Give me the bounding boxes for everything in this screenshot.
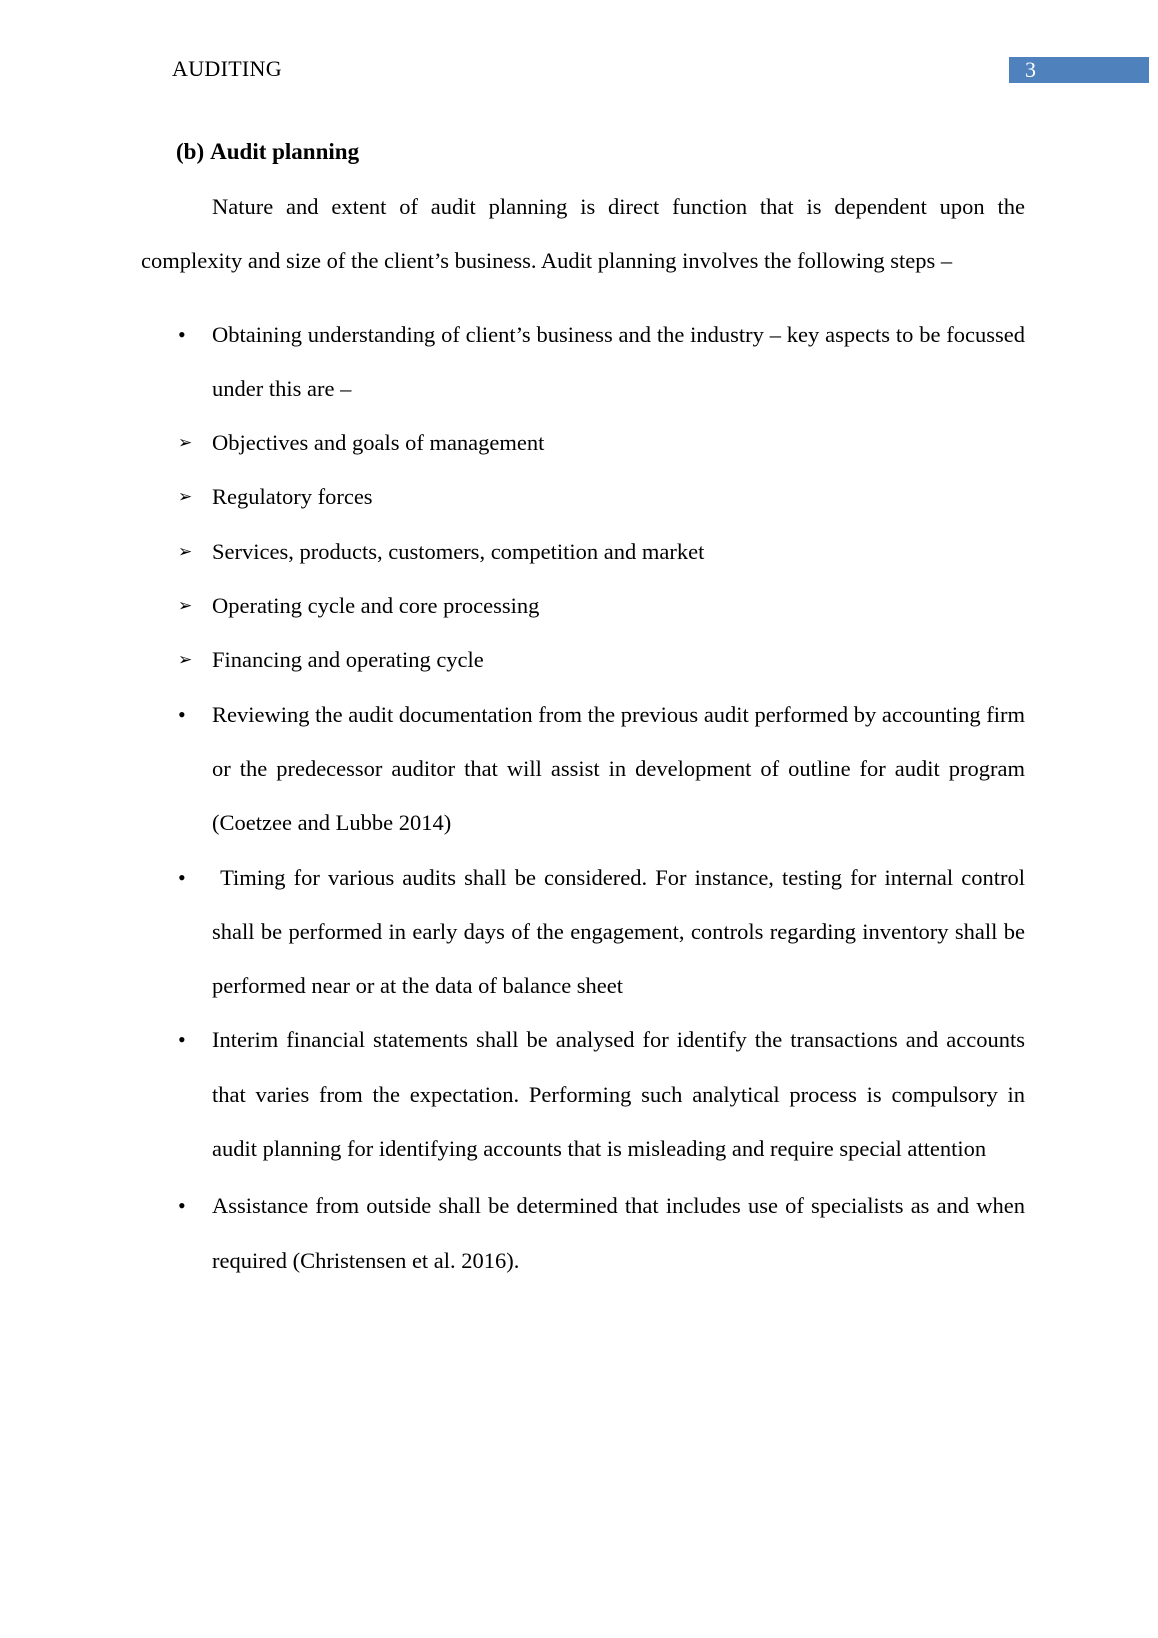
list-item-text: Reviewing the audit documentation from the previous audit performed by accounting firm or the predecessor auditor that will assist in development of outline for audit program (Coetzee and Lubbe 2014) — [212, 701, 1025, 836]
list-item-text: Interim financial statements shall be analysed for identify the transactions and accounts that varies from the expectation. Performing such analytical process is compulsory in audit planning for identifying accounts that is misleading and require special attention — [212, 1027, 1025, 1162]
list-item — [141, 416, 1025, 470]
list-item-text: Objectives and goals of management — [212, 430, 545, 456]
list-item — [141, 470, 1025, 524]
section-heading — [176, 139, 359, 165]
arrow-bullet-icon: ➢ — [178, 487, 193, 508]
list-item-text: Financing and operating cycle — [212, 647, 484, 673]
arrow-bullet-icon: ➢ — [178, 433, 193, 454]
list-item-text: Assistance from outside shall be determined that includes use of specialists as and when required (Christensen et al. 2016). — [212, 1193, 1025, 1273]
intro-paragraph: Nature and extent of audit planning is direct function that is dependent upon the complexity and size of the client’s business. Audit planning involves the following steps – — [141, 194, 1025, 274]
list-item — [141, 633, 1025, 687]
page-number-badge — [1009, 57, 1149, 83]
bullet-dot-icon: • — [178, 321, 186, 347]
section-label: (b) — [176, 139, 205, 164]
list-item — [141, 525, 1025, 579]
list-item — [141, 579, 1025, 633]
list-item — [141, 1013, 1025, 1176]
list-item — [141, 1179, 1025, 1288]
bullet-dot-icon: • — [178, 1193, 186, 1219]
running-header-title: AUDITING — [172, 56, 282, 81]
list-item — [141, 688, 1025, 851]
list-item-text: Services, products, customers, competition and market — [212, 538, 705, 564]
arrow-bullet-icon: ➢ — [178, 596, 193, 617]
bullet-dot-icon: • — [178, 864, 186, 890]
bullet-dot-icon: • — [178, 1027, 186, 1053]
list-item-text: Operating cycle and core processing — [212, 593, 540, 619]
section-title: Audit planning — [210, 139, 360, 164]
arrow-bullet-icon: ➢ — [178, 541, 193, 562]
list-item — [141, 851, 1031, 1014]
audit-steps-list — [141, 308, 1031, 1288]
page-number: 3 — [1025, 57, 1036, 82]
list-item-text: Obtaining understanding of client’s business and the industry – key aspects to be focussed under this are – — [212, 321, 1025, 401]
list-item-text: Regulatory forces — [212, 484, 373, 510]
arrow-bullet-icon: ➢ — [178, 650, 193, 671]
body-text — [141, 180, 1031, 1288]
bullet-dot-icon: • — [178, 701, 186, 727]
list-item-text: Timing for various audits shall be considered. For instance, testing for internal control shall be performed in early days of the engagement, controls regarding inventory shall be performed near or at the data of balance sheet — [212, 864, 1031, 999]
list-item — [141, 308, 1025, 417]
